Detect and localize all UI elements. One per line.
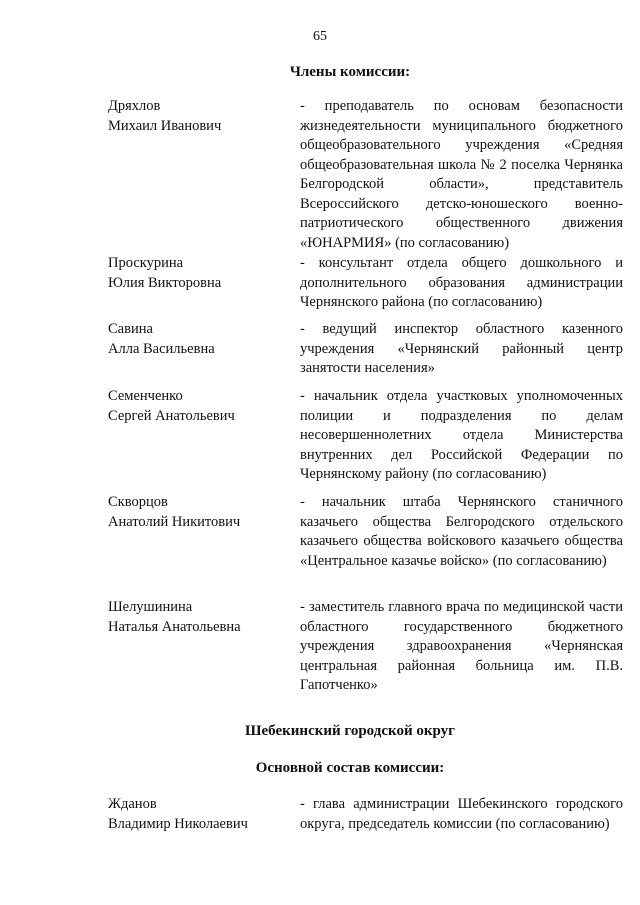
member-given-names: Анатолий Никитович [108,513,241,530]
member-name [108,254,288,293]
member-surname: Савина [108,321,153,337]
member-name [108,795,288,834]
member-role: - ведущий инспектор областного казенного учреждения «Чернянский районный центр занятости населения» [300,321,623,376]
member-role: - начальник отдела участковых уполномоченных полиции и подразделения по делам несовершеннолетних отдела Министерства внутренних дел Российской Федерации по Чернянскому району (по согласованию) [300,388,623,482]
member-name [108,598,288,637]
member-given-names: Юлия Викторовна [108,274,222,291]
member-name [108,320,288,359]
member-given-names: Владимир Николаевич [108,815,248,832]
member-surname: Семенченко [108,388,183,404]
member-given-names: Сергей Анатольевич [108,407,235,424]
page-number: 65 [313,29,327,44]
member-name [108,97,288,136]
member-surname: Проскурина [108,255,184,271]
member-role: - заместитель главного врача по медицинской части областного государственного бюджетного учреждения здравоохранения «Чернянская центральная районная больница им. П.В. Гапотченко» [300,599,623,693]
member-role: - консультант отдела общего дошкольного и дополнительного образования администрации Чернянского района (по согласованию) [300,255,623,310]
member-surname: Жданов [108,796,157,812]
member-given-names: Наталья Анатольевна [108,618,241,635]
member-given-names: Михаил Иванович [108,117,222,134]
member-given-names: Алла Васильевна [108,340,215,357]
section-heading-main-composition: Основной состав комиссии: [255,760,445,776]
district-heading: Шебекинский городской округ [245,723,455,739]
member-name [108,387,288,426]
member-surname: Шелушинина [108,599,193,615]
member-role: - начальник штаба Чернянского станичного казачьего общества Белгородского отдельского казачьего общества войскового казачьего общества «Центральное казачье войско» (по согласованию) [300,494,623,569]
member-name [108,493,288,532]
member-role: - преподаватель по основам безопасности жизнедеятельности муниципального бюджетного общеобразовательного учреждения «Средняя общеобразовательная школа № 2 поселка Чернянка Белгородской области», представитель Всероссийского детско-юношеского военно-патриотического общественного движения «ЮНАРМИЯ» (по согласованию) [300,98,623,251]
section-heading-members: Члены комиссии: [289,64,411,80]
member-role: - глава администрации Шебекинского городского округа, председатель комиссии (по согласованию) [300,796,623,832]
member-surname: Дряхлов [108,98,161,114]
member-surname: Скворцов [108,494,168,510]
